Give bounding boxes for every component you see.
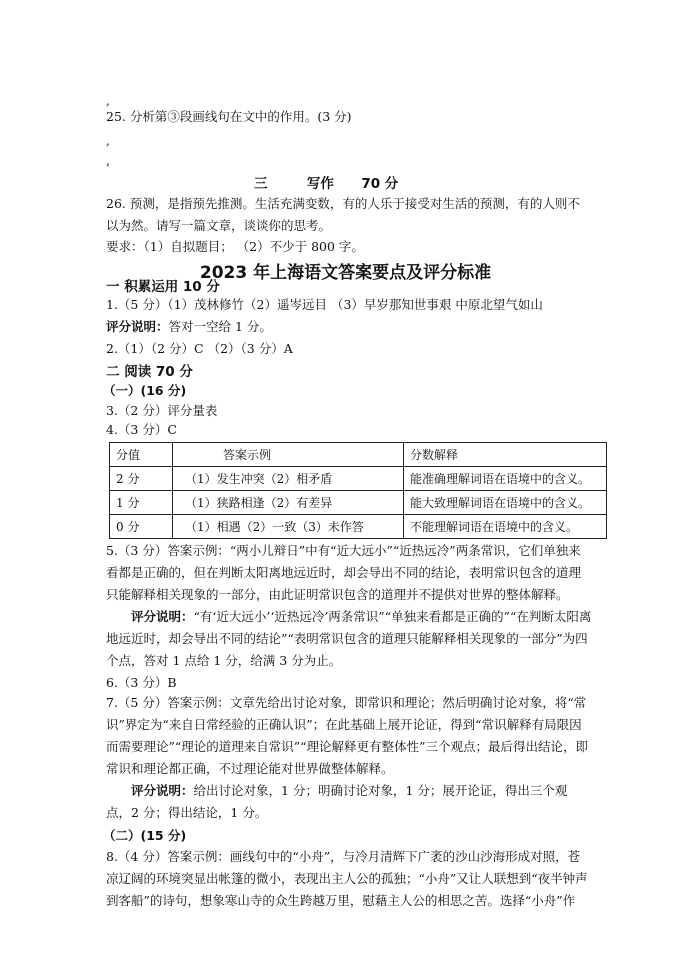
- writing-section-header: [254, 172, 398, 192]
- table-cell: 不能理解词语在语境中的含义。: [404, 515, 607, 539]
- question-6-answer: 6.（3 分）B: [106, 675, 177, 690]
- question-25: 25. 分析第③段画线句在文中的作用。(3 分): [106, 109, 352, 124]
- part-1-header: （一）(16 分): [103, 383, 187, 398]
- scoring-note-5: [106, 606, 592, 672]
- question-1-answer: 1.（5 分）（1）茂林修竹（2）遥岑远目 （3）早岁那知世事艰 中原北望气如山: [106, 297, 543, 312]
- question-5-answer: 5.（3 分）答案示例：“两小儿辩日”中有“近大远小”“近热远冷”两条常识，它们单独来看都是正确的，但在判断太阳离地远近时，却会导出不同的结论，表明常识包含的道理只能解释相关现象的一部分，由此证明常识包含的道理并不提供对世界的整体解释。: [106, 543, 582, 602]
- table-row: [110, 491, 607, 515]
- scoring-note-1: [106, 318, 272, 336]
- stray-comma: ,: [106, 93, 110, 108]
- scoring-note-label: 评分说明：: [131, 609, 194, 624]
- part-2-header: （二）(15 分): [103, 828, 187, 843]
- writing-section-number: 三: [254, 176, 268, 192]
- answer-key-title: 2023 年上海语文答案要点及评分标准: [199, 263, 492, 283]
- table-cell: （1）相遇（2）一致（3）未作答: [173, 515, 404, 539]
- scoring-note-text: 答对一空给 1 分。: [168, 319, 272, 334]
- scoring-note-label: 评分说明：: [106, 319, 169, 334]
- stray-comma: ,: [106, 133, 110, 148]
- table-header-cell: 分值: [110, 443, 173, 467]
- table-cell: 能大致理解词语在语境中的含义。: [404, 491, 607, 515]
- question-3-answer: 3.（2 分）评分量表: [106, 403, 218, 418]
- table-cell: （1）狭路相逢（2）有差异: [173, 491, 404, 515]
- table-row: [110, 467, 607, 491]
- table-header-cell: 分数解释: [404, 443, 607, 467]
- scoring-note-label: 评分说明：: [131, 783, 194, 798]
- section-1-header: 一 积累运用 10 分: [106, 279, 220, 295]
- table-cell: 1 分: [110, 491, 173, 515]
- table-cell: 能准确理解词语在语境中的含义。: [404, 467, 607, 491]
- table-cell: 2 分: [110, 467, 173, 491]
- table-cell: 0 分: [110, 515, 173, 539]
- question-8-answer: 8.（4 分）答案示例：画线句中的“小舟”，与冷月清辉下广袤的沙山沙海形成对照，苍凉辽阔的环境突显出帐篷的微小，表现出主人公的孤独；“小舟”又让人联想到“夜半钟声到客船”的诗句，想象寒山寺的众生跨越万里，慰藉主人公的相思之苦。选择“小舟”作: [106, 849, 588, 908]
- question-2-answer: 2.（1）（2 分）C （2）（3 分）A: [106, 341, 293, 356]
- table-header-row: [110, 443, 607, 467]
- scoring-note-7: [106, 780, 592, 824]
- table-cell: （1）发生冲突（2）相矛盾: [173, 467, 404, 491]
- writing-section-title: 写作: [306, 176, 334, 192]
- question-4-answer: 4.（3 分）C: [106, 422, 177, 437]
- table-header-cell: 答案示例: [173, 443, 404, 467]
- writing-requirements: 要求：（1）自拟题目； （2）不少于 800 字。: [106, 239, 364, 254]
- stray-comma: ,: [106, 153, 110, 168]
- section-2-header: 二 阅读 70 分: [106, 364, 193, 380]
- scoring-note-text: 给出讨论对象，1 分；明确讨论对象，1 分；展开论证，得出三个观点，2 分；得出结论，1 分。: [106, 783, 568, 820]
- question-26: 26. 预测，是指预先推测。生活充满变数，有的人乐于接受对生活的预测，有的人则不以为然。请写一篇文章，谈谈你的思考。: [106, 196, 580, 233]
- scoring-rubric-table: [109, 442, 607, 539]
- table-row: [110, 515, 607, 539]
- writing-section-score: 70 分: [361, 176, 399, 192]
- question-7-answer: 7.（5 分）答案示例：文章先给出讨论对象，即常识和理论；然后明确讨论对象，将“常识”界定为“来自日常经验的正确认识”；在此基础上展开论证，得到“常识解释有局限因而需要理论”“理论的道理来自常识”“理论解释更有整体性”三个观点；最后得出结论，即常识和理论都正确，不过理论能对世界做整体解释。: [106, 695, 588, 776]
- scoring-note-text: “有‘近大远小’‘近热远冷’两条常识”“单独来看都是正确的”“在判断太阳离地远近时，却会导出不同的结论”“表明常识包含的道理只能解释相关现象的一部分”为四个点，答对 1 点给 1 分，给满 3 分为止。: [106, 609, 592, 668]
